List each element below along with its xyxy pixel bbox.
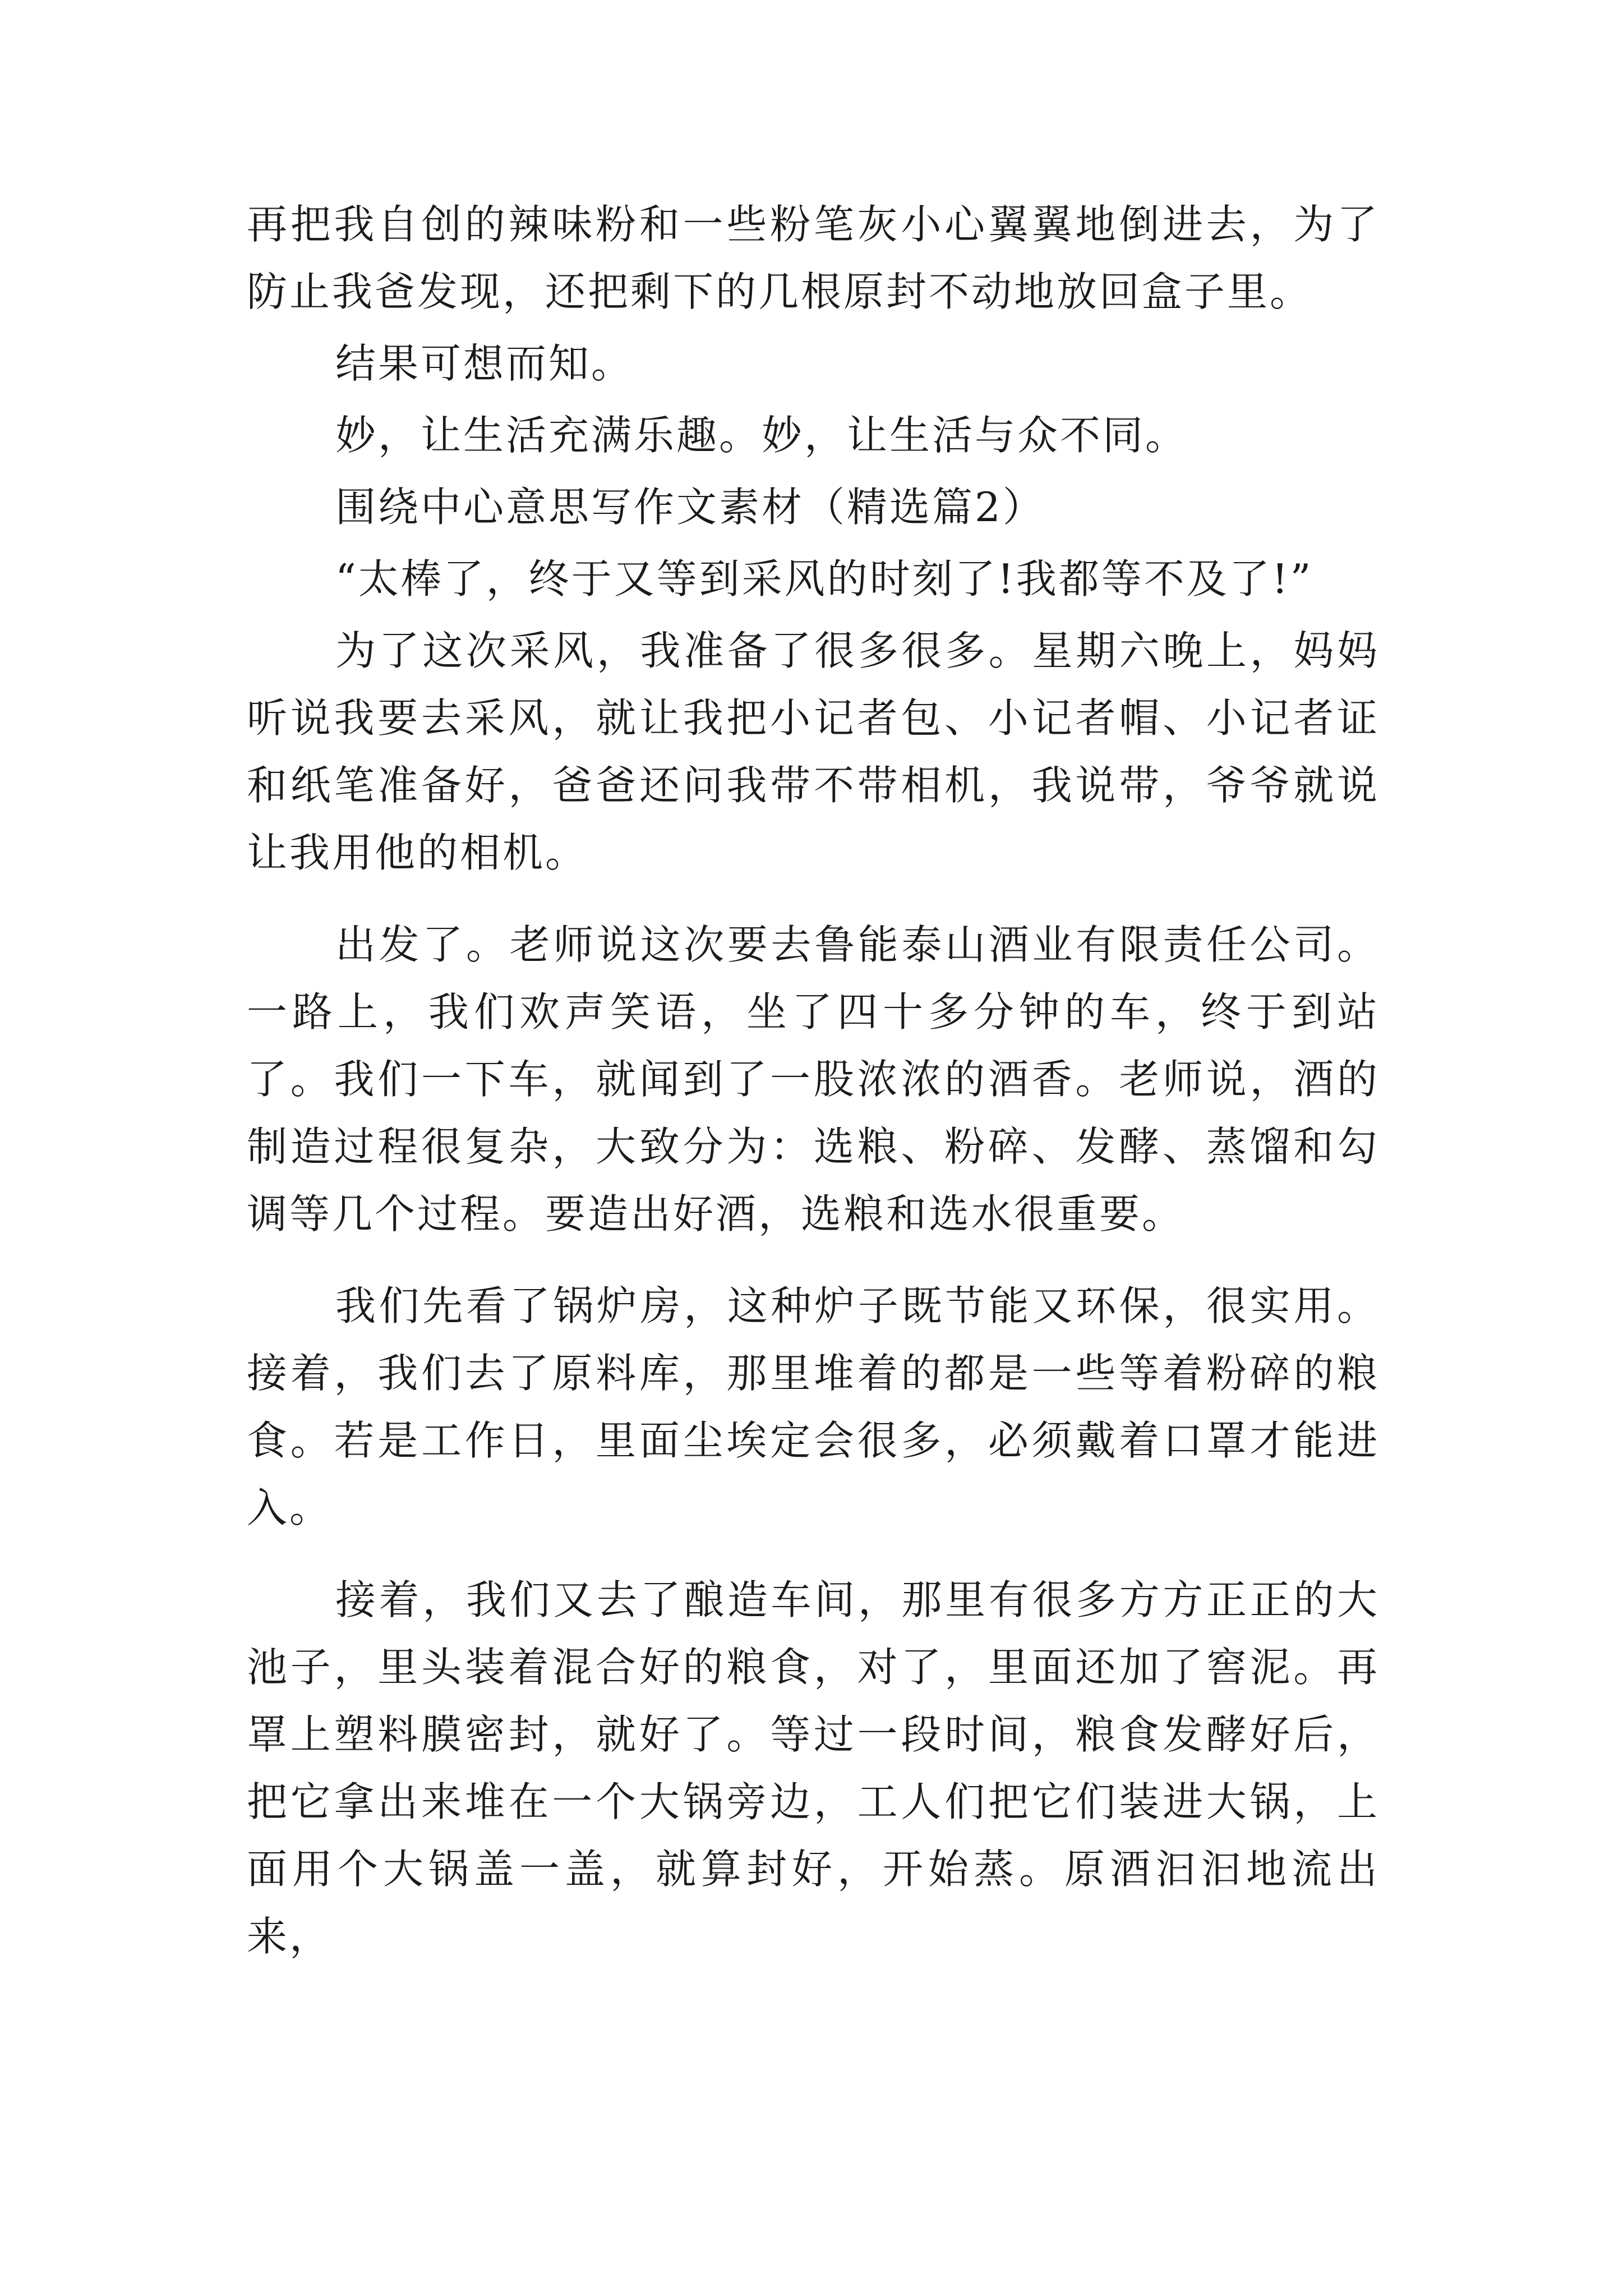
section-heading: 围绕中心意思写作文素材（精选篇2） xyxy=(335,484,1045,531)
body-text xyxy=(247,191,1380,1970)
paragraph-quote: “太棒了，终于又等到采风的时刻了!我都等不及了!” xyxy=(335,555,1313,602)
paragraph-departure: 出发了。老师说这次要去鲁能泰山酒业有限责任公司。一路上，我们欢声笑语，坐了四十多分钟的车，终于到站了。我们一下车，就闻到了一股浓浓的酒香。老师说，酒的制造过程很复杂，大致分为：选粮、粉碎、发酵、蒸馏和勾调等几个过程。要造出好酒，选粮和选水很重要。 xyxy=(247,921,1380,1237)
paragraph-preparation: 为了这次采风，我准备了很多很多。星期六晚上，妈妈听说我要去采风，就让我把小记者包、小记者帽、小记者证和纸笔准备好，爸爸还问我带不带相机，我说带，爷爷就说让我用他的相机。 xyxy=(247,627,1380,876)
paragraph-continuation: 再把我自创的辣味粉和一些粉笔灰小心翼翼地倒进去，为了防止我爸发现，还把剩下的几根原封不动地放回盒子里。 xyxy=(247,201,1380,315)
paragraph-result: 结果可想而知。 xyxy=(335,340,634,387)
paragraph-conclusion: 妙，让生活充满乐趣。妙，让生活与众不同。 xyxy=(335,412,1188,459)
paragraph-boiler-room: 我们先看了锅炉房，这种炉子既节能又环保，很实用。接着，我们去了原料库，那里堆着的都是一些等着粉碎的粮食。若是工作日，里面尘埃定会很多，必须戴着口罩才能进入。 xyxy=(247,1282,1380,1531)
paragraph-brewing-workshop: 接着，我们又去了酿造车间，那里有很多方方正正的大池子，里头装着混合好的粮食，对了，里面还加了窖泥。再罩上塑料膜密封，就好了。等过一段时间，粮食发酵好后，把它拿出来堆在一个大锅旁边，工人们把它们装进大锅，上面用个大锅盖一盖，就算封好，开始蒸。原酒汩汩地流出来， xyxy=(247,1576,1380,1960)
